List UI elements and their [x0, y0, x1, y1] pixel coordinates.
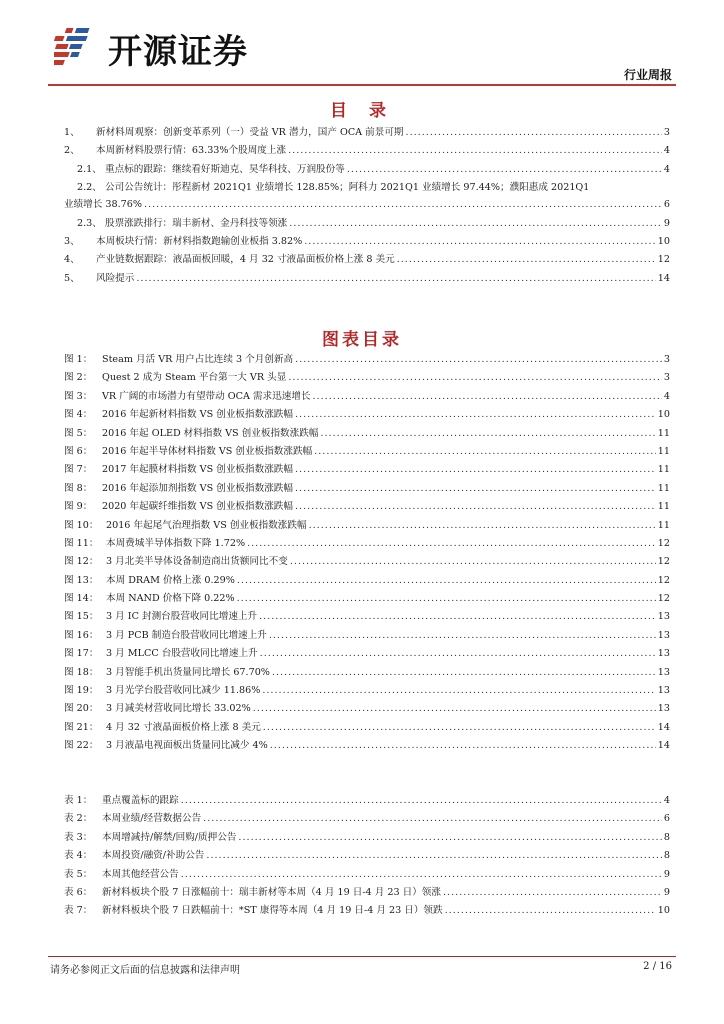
figures-entry-title: 2016 年起尾气治理指数 VS 创业板指数涨跌幅	[106, 519, 307, 531]
figures-entry[interactable]	[64, 371, 670, 389]
figures-entry-page: 13	[657, 611, 670, 623]
tables-entry-page: 6	[663, 813, 670, 825]
figures-entry-title: 2020 年起碳纤维指数 VS 创业板指数涨跌幅	[102, 501, 293, 513]
toc-entry-number: 3、	[64, 235, 80, 247]
figures-entry-page: 11	[657, 482, 670, 494]
tables-entry-page: 10	[657, 905, 670, 917]
tables-entry-number: 表 2：	[64, 813, 93, 825]
figures-entry[interactable]	[64, 427, 670, 445]
toc-entry-number: 1、	[64, 127, 80, 138]
figures-entry-title: 4 月 32 寸液晶面板价格上涨 8 美元	[106, 721, 261, 733]
figures-entry-page: 11	[657, 427, 670, 439]
figures-entry-title: 3 月智能手机出货量同比增长 67.70%	[106, 666, 270, 678]
toc-entry-number: 2.3、	[77, 217, 102, 229]
toc-entry-page: 4	[663, 145, 670, 157]
tables-entry-number: 表 6：	[64, 886, 93, 898]
figures-entry-title: 3 月 IC 封测台股营收同比增速上升	[106, 611, 258, 623]
figures-entry-page: 4	[663, 390, 670, 402]
figures-entry-title: 本周 DRAM 价格上涨 0.29%	[106, 574, 235, 586]
dot-leader	[443, 886, 662, 899]
figures-entry-title: 3 月光学台股营收同比减少 11.86%	[106, 685, 261, 697]
figures-entry-page: 13	[657, 648, 670, 660]
figures-entry-page: 11	[657, 501, 670, 513]
figures-entry[interactable]	[64, 610, 670, 628]
figures-entry-number: 图 14：	[64, 593, 99, 605]
logo-mark-icon	[54, 24, 102, 72]
report-type-tag: 行业周报	[623, 68, 672, 82]
tables-entry-title: 本周业绩/经营数据公告	[102, 813, 202, 825]
dot-leader	[295, 482, 656, 495]
tables-entry-page: 4	[663, 795, 670, 806]
dot-leader	[290, 555, 656, 568]
toc-entry[interactable]	[77, 163, 670, 181]
figures-entry-title: 3 月液晶电视面板出货量同比减少 4%	[106, 740, 268, 752]
dot-leader	[347, 163, 662, 176]
toc-entry-title: 产业链数据跟踪：液晶面板回暖，4 月 32 寸液晶面板价格上涨 8 美元	[96, 254, 395, 266]
dot-leader	[237, 592, 656, 605]
figures-entry[interactable]	[64, 666, 670, 684]
figures-entry-number: 图 3：	[64, 390, 93, 402]
figures-entry[interactable]	[64, 702, 670, 720]
page-number: 2 / 16	[643, 961, 672, 972]
figures-entry-page: 13	[657, 666, 670, 678]
dot-leader	[288, 371, 662, 384]
figures-entry-page: 3	[663, 372, 670, 384]
toc-entry[interactable]	[77, 217, 670, 235]
toc-entry[interactable]	[64, 144, 670, 162]
tables-entry[interactable]	[64, 831, 670, 849]
dot-leader	[309, 519, 656, 532]
figures-entry[interactable]	[64, 482, 670, 500]
dot-leader	[253, 702, 656, 715]
tables-list	[64, 794, 670, 923]
toc-entry-title: 本周新材料股票行情：63.33%个股周度上涨	[96, 145, 287, 157]
figures-entry-number: 图 6：	[64, 445, 93, 457]
tables-entry[interactable]	[64, 886, 670, 904]
dot-leader	[289, 217, 662, 230]
tables-entry-page: 8	[663, 850, 670, 862]
figures-entry-title: 本周 NAND 价格下降 0.22%	[106, 593, 235, 605]
toc-entry-title: 本周板块行情：新材料指数跑输创业板指 3.82%	[96, 235, 303, 247]
figures-entry-title: 2016 年起 OLED 材料指数 VS 创业板指数涨跌幅	[102, 427, 319, 439]
dot-leader	[238, 831, 661, 844]
figures-entry[interactable]	[64, 629, 670, 647]
toc-entry[interactable]	[64, 181, 670, 216]
tables-entry-page: 9	[663, 886, 670, 898]
dot-leader	[406, 126, 662, 139]
figures-entry-number: 图 1：	[64, 354, 93, 365]
header-divider	[48, 84, 676, 86]
dot-leader	[295, 500, 656, 513]
dot-leader	[295, 408, 656, 421]
tables-entry[interactable]	[64, 904, 670, 922]
figures-toc-title: 图表目录	[322, 330, 402, 350]
figures-entry[interactable]	[64, 684, 670, 702]
toc-entry[interactable]	[64, 272, 670, 290]
toc-entry-title: 重点标的跟踪：继续看好斯迪克、昊华科技、万润股份等	[105, 163, 345, 175]
tables-entry[interactable]	[64, 849, 670, 867]
toc-entry-title: 风险提示	[96, 272, 135, 284]
figures-entry-title: Quest 2 成为 Steam 平台第一大 VR 头显	[102, 372, 287, 384]
toc-title: 目 录	[330, 101, 394, 121]
figures-list	[64, 353, 670, 758]
figures-entry-title: 3 月北美半导体设备制造商出货额同比不变	[106, 556, 288, 568]
figures-entry-title: Steam 月活 VR 用户占比连续 3 个月创新高	[102, 354, 294, 365]
dot-leader	[288, 144, 662, 157]
tables-entry[interactable]	[64, 868, 670, 886]
dot-leader	[260, 647, 656, 660]
table-of-contents	[64, 126, 670, 290]
dot-leader	[263, 721, 656, 734]
figures-entry-title: 2016 年起添加剂指数 VS 创业板指数涨跌幅	[102, 482, 293, 494]
footer-divider	[48, 956, 676, 957]
figures-entry-page: 10	[657, 409, 670, 421]
tables-entry[interactable]	[64, 812, 670, 830]
dot-leader	[320, 427, 655, 440]
figures-entry-page: 12	[657, 593, 670, 605]
figures-entry-page: 12	[657, 537, 670, 549]
toc-entry-title: 股票涨跌排行：瑞丰新材、金丹科技等领涨	[105, 217, 288, 229]
figures-entry-title: 3 月 PCB 制造台股营收同比增速上升	[106, 629, 267, 641]
figures-entry-number: 图 7：	[64, 464, 93, 476]
toc-entry-title: 新材料周观察：创新变革系列（一）受益 VR 潜力，国产 OCA 前景可期	[96, 127, 404, 138]
brand-name: 开源证券	[108, 31, 248, 72]
figures-entry-number: 图 20：	[64, 703, 99, 715]
dot-leader	[247, 537, 656, 550]
figures-entry[interactable]	[64, 537, 670, 555]
toc-entry-number: 4、	[64, 254, 80, 266]
figures-entry-title: 2016 年起新材料指数 VS 创业板指数涨跌幅	[102, 409, 293, 421]
tables-entry-page: 9	[663, 868, 670, 880]
figures-entry-page: 3	[663, 354, 670, 365]
figures-entry[interactable]	[64, 445, 670, 463]
figures-entry-number: 图 5：	[64, 427, 93, 439]
tables-entry-number: 表 5：	[64, 868, 93, 880]
toc-entry-page: 6	[663, 199, 670, 211]
figures-entry-page: 14	[657, 740, 670, 752]
dot-leader	[270, 739, 656, 752]
toc-entry[interactable]	[64, 126, 670, 144]
figures-entry-page: 12	[657, 556, 670, 568]
figures-entry-number: 图 15：	[64, 611, 99, 623]
figures-entry-number: 图 12：	[64, 556, 99, 568]
figures-entry-page: 13	[657, 703, 670, 715]
tables-entry-number: 表 4：	[64, 850, 93, 862]
page-header	[48, 18, 676, 88]
toc-entry-page: 9	[663, 217, 670, 229]
figures-entry[interactable]	[64, 353, 670, 371]
tables-entry-title: 本周增减持/解禁/回购/质押公告	[102, 831, 237, 843]
figures-entry[interactable]	[64, 500, 670, 518]
figures-entry-number: 图 9：	[64, 501, 93, 513]
brand-logo	[54, 22, 248, 74]
figures-entry-number: 图 8：	[64, 482, 93, 494]
figures-entry[interactable]	[64, 390, 670, 408]
dot-leader	[269, 629, 656, 642]
tables-entry-number: 表 7：	[64, 905, 93, 917]
figures-entry-title: 2017 年起膜材料指数 VS 创业板指数涨跌幅	[102, 464, 293, 476]
dot-leader	[237, 574, 656, 587]
tables-entry-title: 本周其他经营公告	[102, 868, 179, 880]
dot-leader	[304, 235, 656, 248]
dot-leader	[295, 353, 662, 366]
figures-entry-title: 3 月减美材营收同比增长 33.02%	[106, 703, 251, 715]
toc-entry-page: 4	[663, 163, 670, 175]
dot-leader	[313, 390, 662, 403]
figures-entry[interactable]	[64, 519, 670, 537]
figures-entry-title: 3 月 MLCC 台股营收同比增速上升	[106, 648, 258, 660]
figures-entry[interactable]	[64, 408, 670, 426]
toc-entry-number: 2、	[64, 145, 80, 157]
toc-entry-page: 3	[663, 127, 670, 138]
figures-entry-page: 12	[657, 574, 670, 586]
dot-leader	[206, 849, 661, 862]
tables-entry-page: 8	[663, 831, 670, 843]
figures-entry-page: 13	[657, 685, 670, 697]
dot-leader	[445, 904, 656, 917]
dot-leader	[262, 684, 655, 697]
tables-entry-title: 新材料板块个股 7 日涨幅前十：瑞丰新材等本周（4 月 19 日-4 月 23 日）领涨	[102, 886, 441, 898]
toc-entry[interactable]	[64, 235, 670, 253]
figures-entry[interactable]	[64, 574, 670, 592]
figures-entry-title: VR 广阔的市场潜力有望带动 OCA 需求迅速增长	[102, 390, 311, 402]
toc-entry-title-continued: 业绩增长 38.76%	[64, 199, 143, 211]
toc-entry-number: 5、	[64, 272, 80, 284]
dot-leader	[272, 666, 656, 679]
figures-entry-number: 图 22：	[64, 740, 99, 752]
footer-disclaimer: 请务必参阅正文后面的信息披露和法律声明	[50, 965, 240, 976]
dot-leader	[136, 272, 655, 285]
dot-leader	[203, 812, 662, 825]
dot-leader	[144, 198, 662, 211]
figures-entry-title: 本周费城半导体指数下降 1.72%	[106, 537, 246, 549]
toc-entry-page: 14	[657, 272, 670, 284]
dot-leader	[181, 868, 662, 881]
figures-entry-page: 13	[657, 629, 670, 641]
figures-entry-number: 图 11：	[64, 537, 99, 549]
figures-entry[interactable]	[64, 721, 670, 739]
tables-entry[interactable]	[64, 794, 670, 812]
toc-entry[interactable]	[64, 253, 670, 271]
figures-entry-number: 图 2：	[64, 372, 93, 384]
figures-entry-number: 图 17：	[64, 648, 99, 660]
figures-entry-page: 11	[657, 445, 670, 457]
figures-entry-page: 11	[657, 519, 670, 531]
figures-entry-number: 图 21：	[64, 721, 99, 733]
dot-leader	[397, 253, 656, 266]
tables-entry-title: 重点覆盖标的跟踪	[102, 795, 179, 806]
toc-entry-number: 2.1、	[77, 163, 102, 175]
tables-entry-number: 表 1：	[64, 795, 93, 806]
toc-entry-page: 10	[657, 235, 670, 247]
figures-entry-number: 图 13：	[64, 574, 99, 586]
figures-entry-page: 11	[657, 464, 670, 476]
toc-entry-title: 公司公告统计：彤程新材 2021Q1 业绩增长 128.85%；阿科力 2021Q1 业绩增长 97.44%；濮阳惠成 2021Q1	[105, 182, 590, 194]
dot-leader	[259, 610, 656, 623]
tables-entry-title: 新材料板块个股 7 日跌幅前十：*ST 康得等本周（4 月 19 日-4 月 23 日）领跌	[102, 905, 443, 917]
figures-entry[interactable]	[64, 739, 670, 757]
toc-entry-page: 12	[657, 254, 670, 266]
figures-entry[interactable]	[64, 592, 670, 610]
dot-leader	[295, 463, 656, 476]
toc-entry-number: 2.2、	[77, 182, 102, 194]
figures-entry[interactable]	[64, 647, 670, 665]
tables-entry-number: 表 3：	[64, 831, 93, 843]
figures-entry[interactable]	[64, 555, 670, 573]
figures-entry-number: 图 10：	[64, 519, 99, 531]
tables-entry-title: 本周投资/融资/补助公告	[102, 850, 205, 862]
figures-entry-page: 14	[657, 721, 670, 733]
dot-leader	[314, 445, 656, 458]
figures-entry-number: 图 18：	[64, 666, 99, 678]
figures-entry-number: 图 16：	[64, 629, 99, 641]
figures-entry-number: 图 4：	[64, 409, 93, 421]
figures-entry-number: 图 19：	[64, 685, 99, 697]
figures-entry-title: 2016 年起半导体材料指数 VS 创业板指数涨跌幅	[102, 445, 313, 457]
figures-entry[interactable]	[64, 463, 670, 481]
dot-leader	[181, 794, 662, 807]
